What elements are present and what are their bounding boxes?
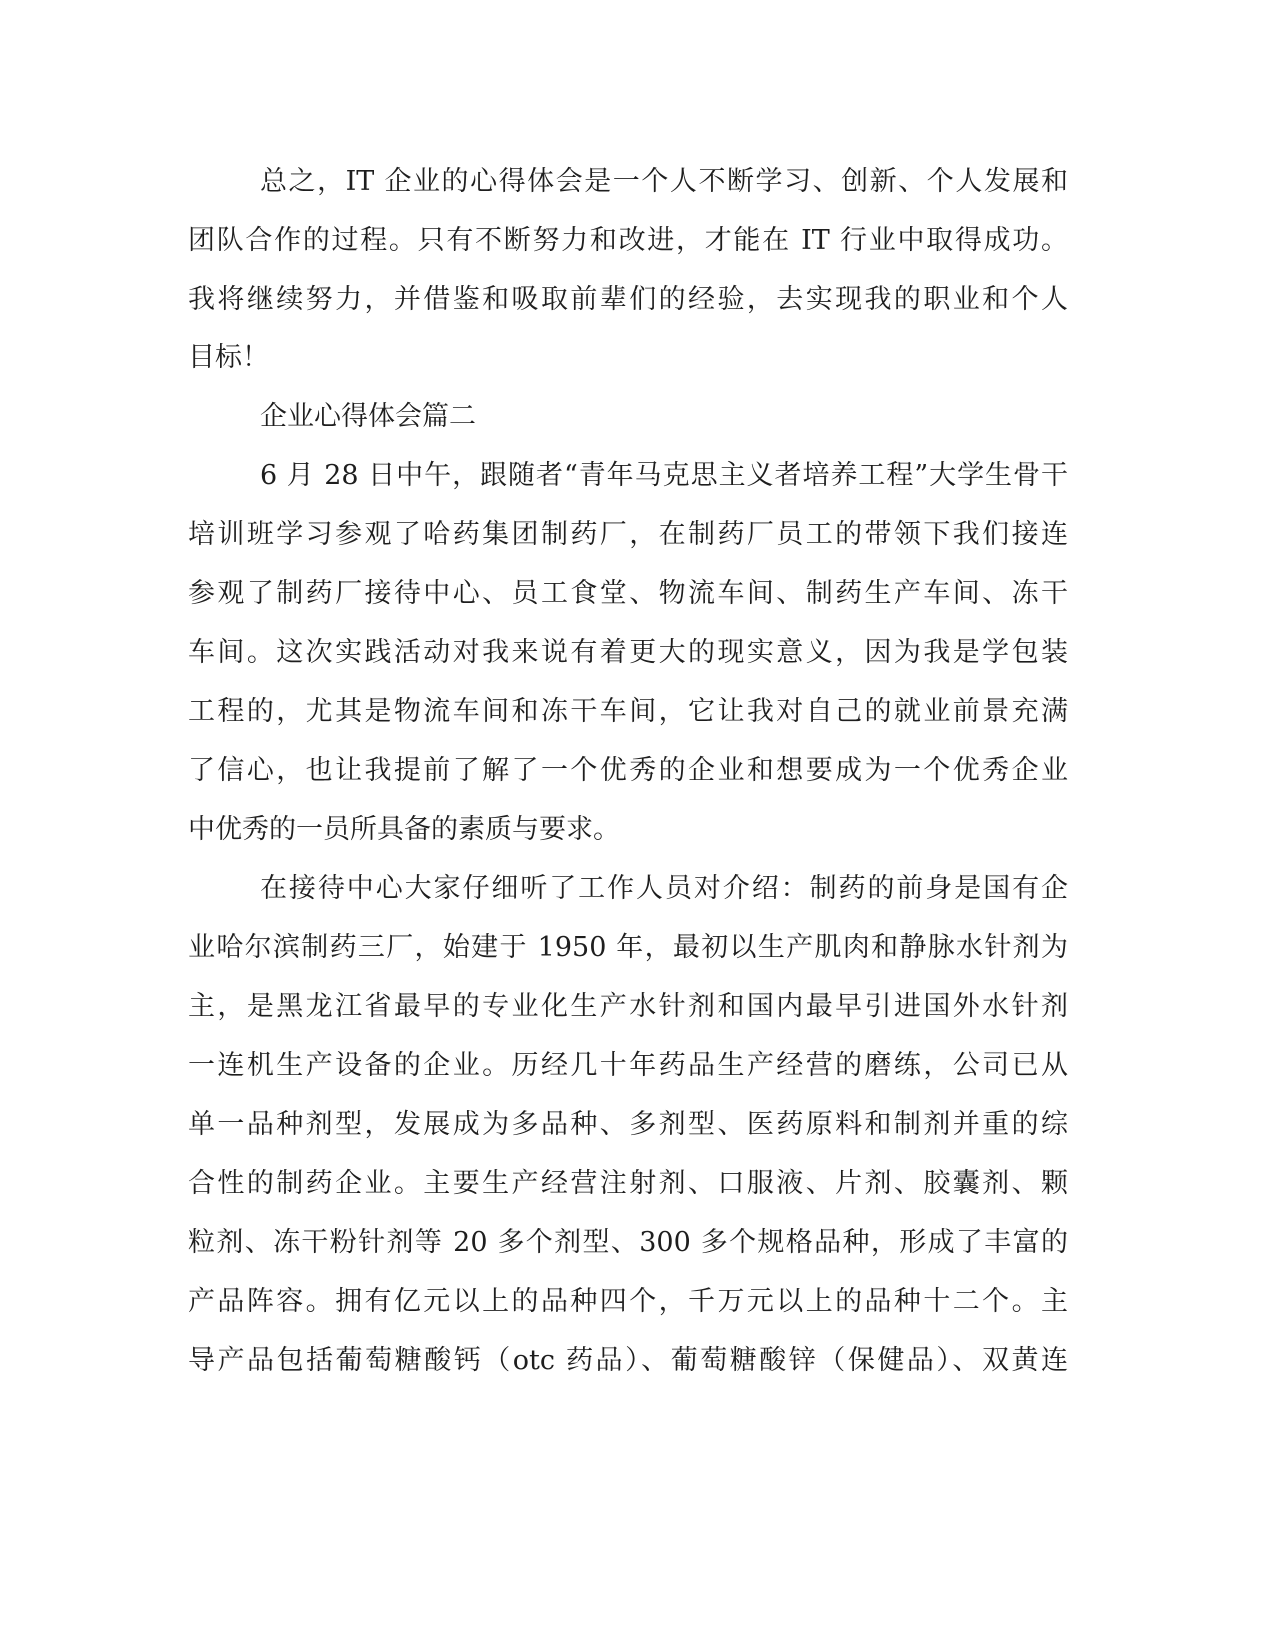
paragraph-line: 6 月 28 日中午，跟随者“青年马克思主义者培养工程”大学生骨干 (260, 460, 1068, 491)
paragraph-line: 主，是黑龙江省最早的专业化生产水针剂和国内最早引进国外水针剂 (188, 991, 1068, 1022)
paragraph-line: 在接待中心大家仔细听了工作人员对介绍：制药的前身是国有企 (260, 873, 1068, 904)
paragraph-line: 参观了制药厂接待中心、员工食堂、物流车间、制药生产车间、冻干 (188, 578, 1068, 609)
paragraph-line: 目标！ (188, 342, 269, 373)
section-heading: 企业心得体会篇二 (260, 401, 476, 432)
paragraph-line: 中优秀的一员所具备的素质与要求。 (188, 814, 620, 845)
paragraph-line: 我将继续努力，并借鉴和吸取前辈们的经验，去实现我的职业和个人 (188, 284, 1068, 315)
paragraph-line: 产品阵容。拥有亿元以上的品种四个，千万元以上的品种十二个。主 (188, 1286, 1068, 1317)
paragraph-line: 车间。这次实践活动对我来说有着更大的现实意义，因为我是学包装 (188, 637, 1068, 668)
paragraph-line: 工程的，尤其是物流车间和冻干车间，它让我对自己的就业前景充满 (188, 696, 1068, 727)
paragraph-line: 了信心，也让我提前了解了一个优秀的企业和想要成为一个优秀企业 (188, 755, 1068, 786)
paragraph-line: 总之，IT 企业的心得体会是一个人不断学习、创新、个人发展和 (260, 166, 1068, 197)
paragraph-line: 合性的制药企业。主要生产经营注射剂、口服液、片剂、胶囊剂、颗 (188, 1168, 1068, 1199)
paragraph-line: 导产品包括葡萄糖酸钙（otc 药品）、葡萄糖酸锌（保健品）、双黄连 (188, 1345, 1068, 1376)
paragraph-line: 业哈尔滨制药三厂，始建于 1950 年，最初以生产肌肉和静脉水针剂为 (188, 932, 1068, 963)
paragraph-line: 单一品种剂型，发展成为多品种、多剂型、医药原料和制剂并重的综 (188, 1109, 1068, 1140)
paragraph-line: 培训班学习参观了哈药集团制药厂，在制药厂员工的带领下我们接连 (188, 519, 1068, 550)
paragraph-line: 一连机生产设备的企业。历经几十年药品生产经营的磨练，公司已从 (188, 1050, 1068, 1081)
paragraph-line: 团队合作的过程。只有不断努力和改进，才能在 IT 行业中取得成功。 (188, 225, 1068, 256)
paragraph-line: 粒剂、冻干粉针剂等 20 多个剂型、300 多个规格品种，形成了丰富的 (188, 1227, 1068, 1258)
